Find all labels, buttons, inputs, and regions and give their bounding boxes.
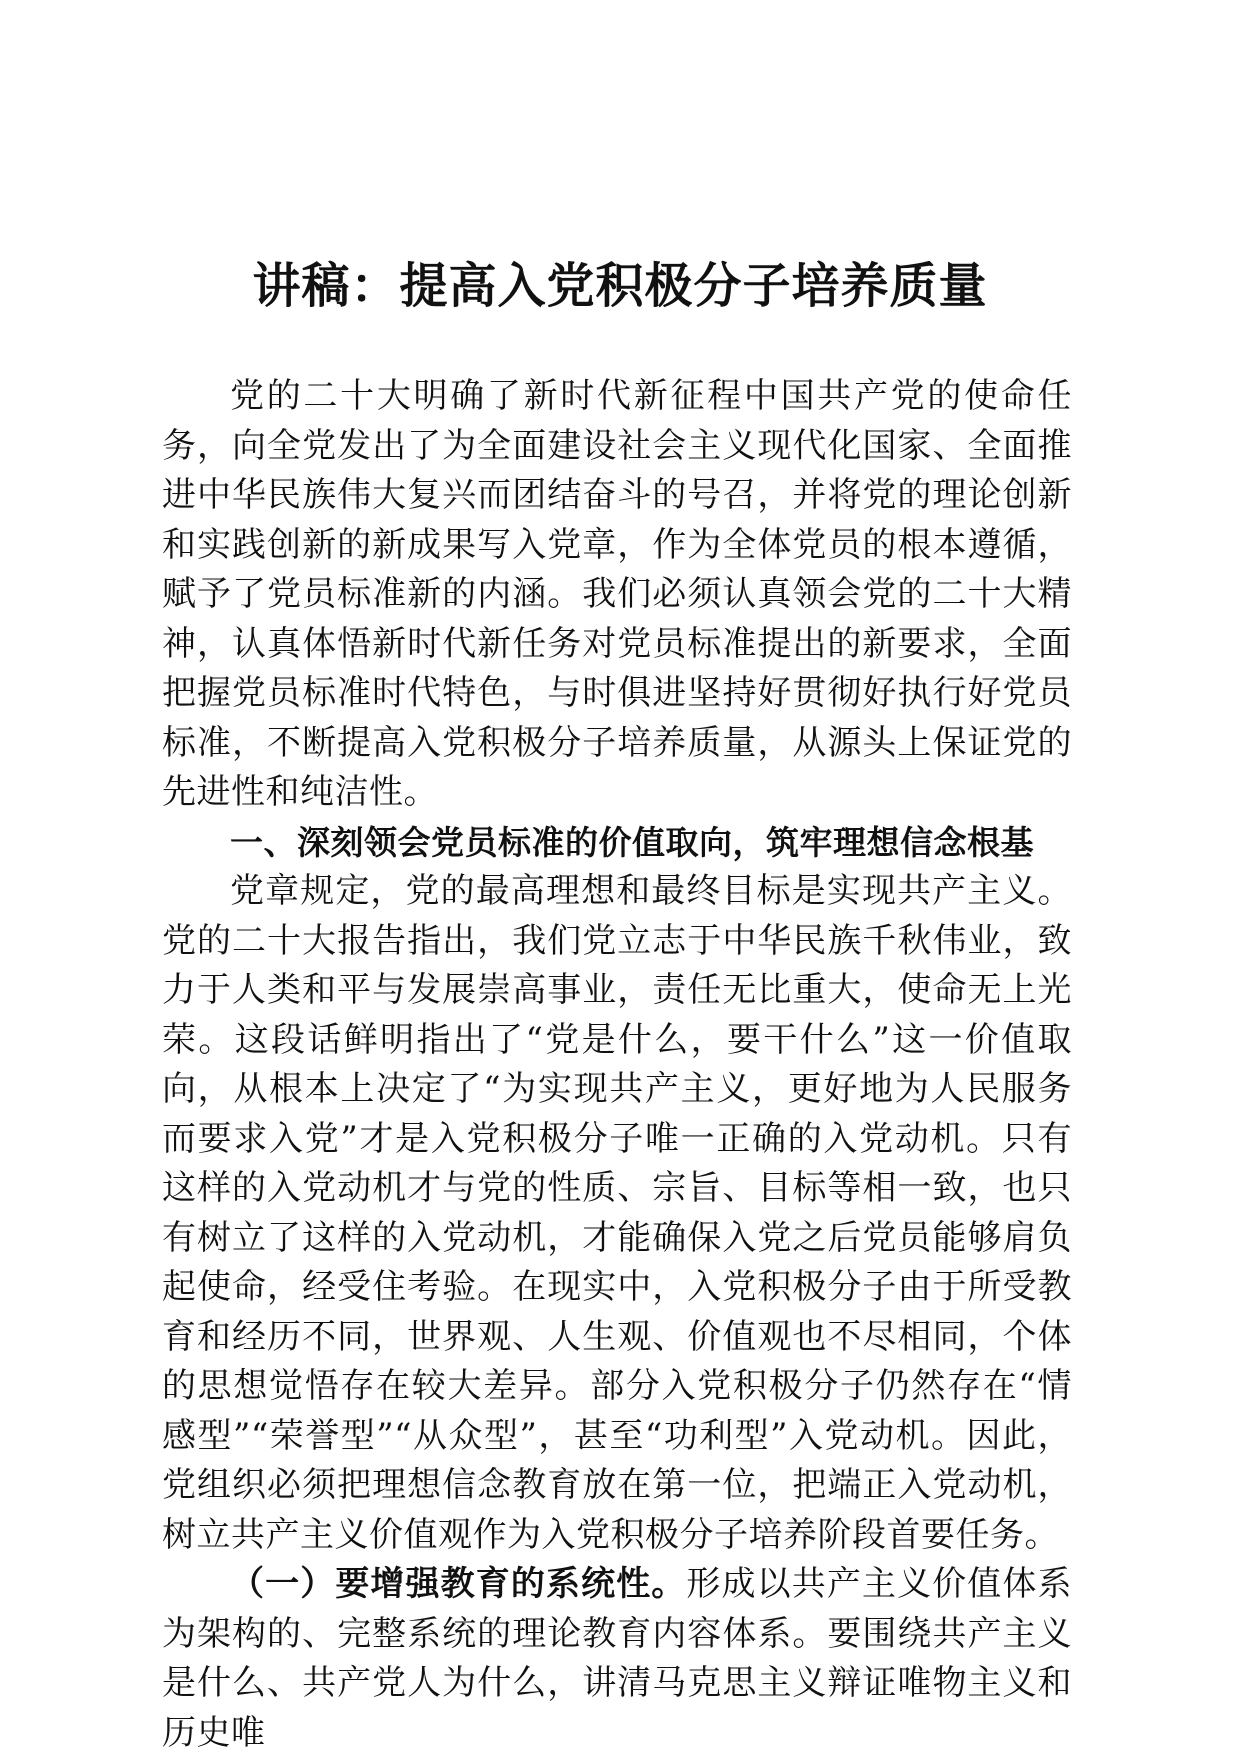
- document-body: [162, 372, 1072, 1758]
- document-title: 讲稿：提高入党积极分子培养质量: [252, 258, 988, 314]
- subsection-1-text: 形成以共产主义价值体系为架构的、完整系统的理论教育内容体系。要围绕共产主义是什么、共产党人为什么，讲清马克思主义辩证唯物主义和历史唯: [162, 1564, 1073, 1753]
- subsection-1-paragraph: [162, 1560, 1072, 1758]
- section-1-paragraph: 党章规定，党的最高理想和最终目标是实现共产主义。党的二十大报告指出，我们党立志于中华民族千秋伟业，致力于人类和平与发展崇高事业，责任无比重大，使命无上光荣。这段话鲜明指出了“党是什么，要干什么”这一价值取向，从根本上决定了“为实现共产主义，更好地为人民服务而要求入党”才是入党积极分子唯一正确的入党动机。只有这样的入党动机才与党的性质、宗旨、目标等相一致，也只有树立了这样的入党动机，才能确保入党之后党员能够肩负起使命，经受住考验。在现实中，入党积极分子由于所受教育和经历不同，世界观、人生观、价值观也不尽相同，个体的思想觉悟存在较大差异。部分入党积极分子仍然存在“情感型”“荣誉型”“从众型”，甚至“功利型”入党动机。因此，党组织必须把理想信念教育放在第一位，把端正入党动机，树立共产主义价值观作为入党积极分子培养阶段首要任务。: [162, 871, 1072, 1555]
- subsection-1-lead: （一）要增强教育的系统性。: [230, 1564, 687, 1604]
- section-1-heading: 一、深刻领会党员标准的价值取向，筑牢理想信念根基: [230, 822, 1034, 862]
- intro-paragraph: 党的二十大明确了新时代新征程中国共产党的使命任务，向全党发出了为全面建设社会主义现代化国家、全面推进中华民族伟大复兴而团结奋斗的号召，并将党的理论创新和实践创新的新成果写入党章，作为全体党员的根本遵循，赋予了党员标准新的内涵。我们必须认真领会党的二十大精神，认真体悟新时代新任务对党员标准提出的新要求，全面把握党员标准时代特色，与时俱进坚持好贯彻好执行好党员标准，不断提高入党积极分子培养质量，从源头上保证党的先进性和纯洁性。: [162, 376, 1072, 812]
